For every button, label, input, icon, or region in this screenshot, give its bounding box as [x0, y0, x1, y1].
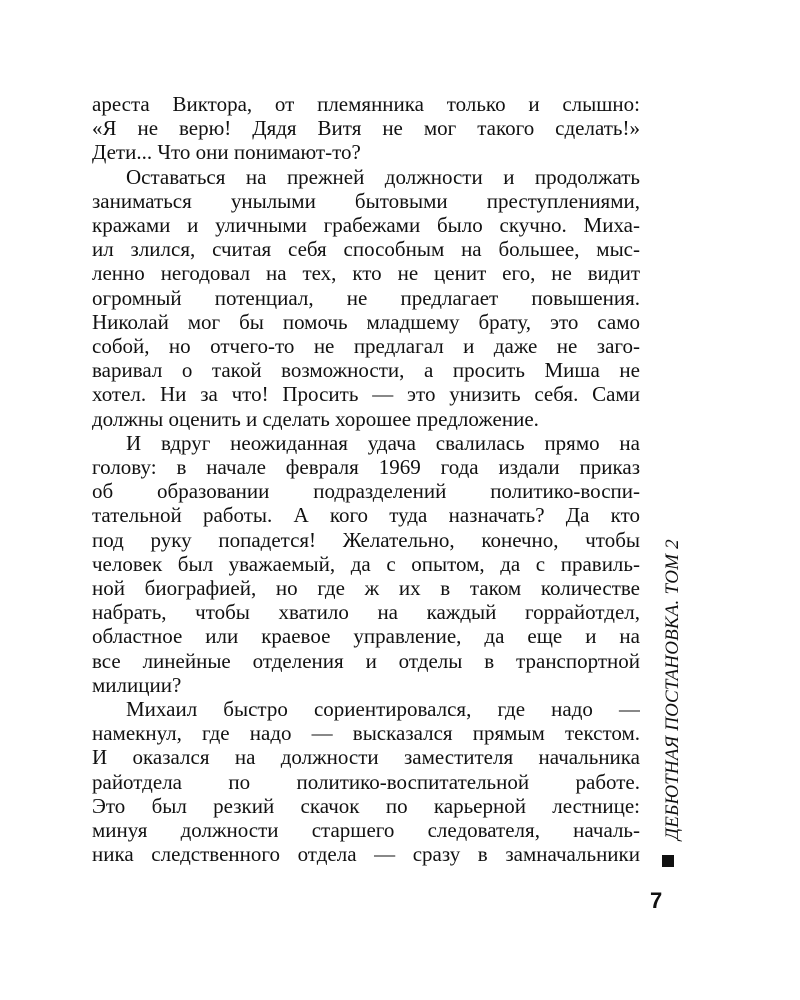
- text-line: И вдруг неожиданная удача свалилась прямо на: [126, 430, 640, 455]
- text-line: райотдела по политико-воспитательной работе.: [92, 769, 640, 794]
- text-line: собой, но отчего-то не предлагал и даже не заго-: [92, 334, 640, 359]
- text-line: ленно негодовал на тех, кто не ценит его, не видит: [92, 261, 640, 286]
- running-title-column: [654, 530, 694, 880]
- text-line: И оказался на должности заместителя начальника: [92, 745, 640, 770]
- text-line: Николай мог бы помочь младшему брату, это само: [92, 309, 640, 334]
- paragraph-1: [92, 92, 640, 165]
- text-line: человек был уважаемый, да с опытом, да с правиль-: [92, 551, 640, 576]
- running-title: ДЕБЮТНАЯ ПОСТАНОВКА. ТОМ 2: [662, 539, 683, 840]
- text-line: варивал о такой возможности, а просить Миша не: [92, 358, 640, 383]
- text-line: областное или краевое управление, да еще и на: [92, 624, 640, 649]
- body-text: [92, 92, 640, 867]
- text-line: ника следственного отдела — сразу в замначальники: [92, 842, 640, 867]
- text-line: милиции?: [92, 672, 182, 697]
- text-line: ил злился, считая себя способным на большее, мыс-: [92, 237, 640, 262]
- text-line: кражами и уличными грабежами было скучно. Миха-: [92, 213, 640, 238]
- text-line: намекнул, где надо — высказался прямым текстом.: [92, 721, 640, 746]
- text-line: под руку попадется! Желательно, конечно, чтобы: [92, 527, 640, 552]
- paragraph-4: [92, 697, 640, 866]
- text-line: Оставаться на прежней должности и продолжать: [126, 164, 640, 189]
- square-marker-icon: [662, 855, 674, 867]
- text-line: голову: в начале февраля 1969 года издали приказ: [92, 455, 640, 480]
- text-line: хотел. Ни за что! Просить — это унизить себя. Сами: [92, 382, 640, 407]
- text-line: ареста Виктора, от племянника только и слышно:: [92, 92, 640, 116]
- page-number: 7: [650, 888, 663, 913]
- text-line: набрать, чтобы хватило на каждый горрайотдел,: [92, 600, 640, 625]
- text-line: ной биографией, но где ж их в таком количестве: [92, 576, 640, 601]
- paragraph-3: [92, 431, 640, 697]
- text-line: минуя должности старшего следователя, началь-: [92, 818, 640, 843]
- text-line: Дети... Что они понимают-то?: [92, 140, 361, 165]
- text-line: «Я не верю! Дядя Витя не мог такого сделать!»: [92, 116, 640, 141]
- text-line: Михаил быстро сориентировался, где надо —: [126, 697, 640, 722]
- text-line: огромный потенциал, не предлагает повышения.: [92, 285, 640, 310]
- text-line: должны оценить и сделать хорошее предложение.: [92, 406, 539, 431]
- text-line: Это был резкий скачок по карьерной лестнице:: [92, 793, 640, 818]
- paragraph-2: [92, 165, 640, 431]
- text-line: тательной работы. А кого туда назначать? Да кто: [92, 503, 640, 528]
- text-line: все линейные отделения и отделы в транспортной: [92, 648, 640, 673]
- text-line: об образовании подразделений политико-воспи-: [92, 479, 640, 504]
- text-line: заниматься унылыми бытовыми преступлениями,: [92, 188, 640, 213]
